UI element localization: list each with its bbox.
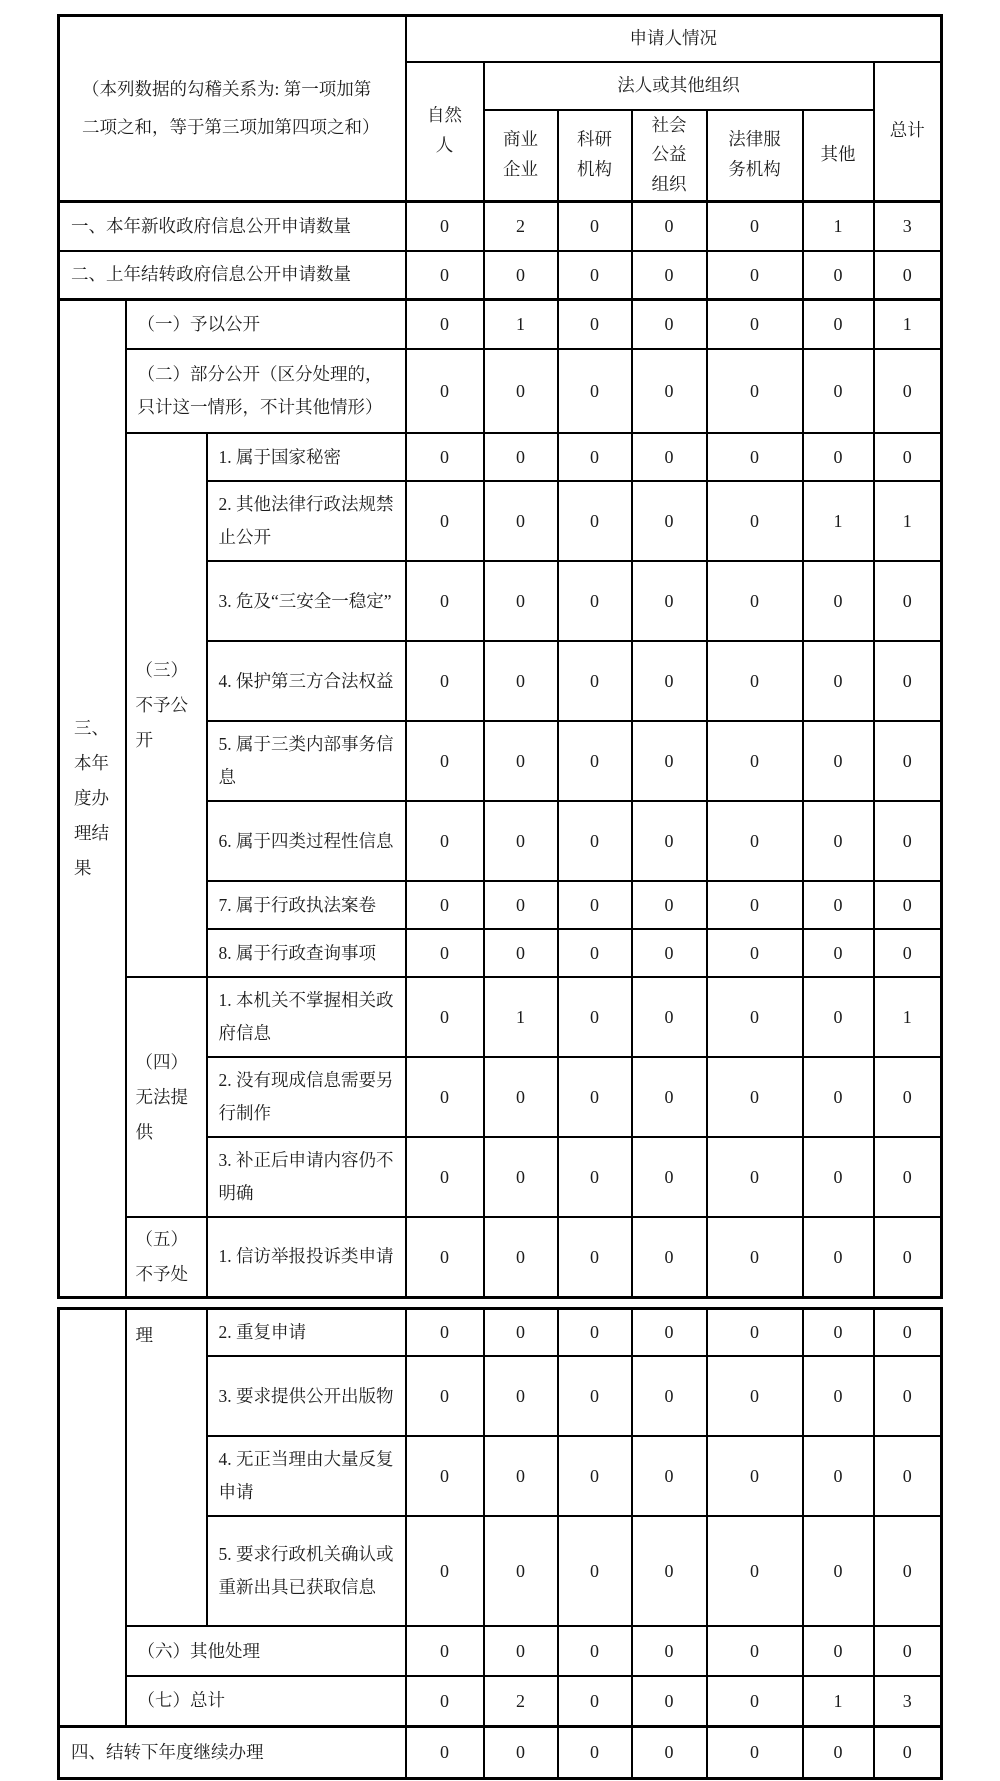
value-cell: 0 (632, 481, 707, 561)
value-cell: 0 (406, 881, 484, 929)
value-cell: 0 (707, 1308, 803, 1356)
value-cell: 0 (558, 1308, 632, 1356)
row-label: 1. 本机关不掌握相关政府信息 (207, 977, 406, 1057)
header-org-type-other: 其他 (803, 110, 874, 202)
value-cell: 0 (632, 1676, 707, 1726)
value-cell: 0 (707, 201, 803, 251)
value-cell: 0 (558, 1516, 632, 1626)
value-cell: 0 (707, 1726, 803, 1778)
value-cell: 0 (406, 481, 484, 561)
value-cell: 0 (803, 977, 874, 1057)
value-cell: 0 (874, 561, 942, 641)
value-cell: 0 (406, 1726, 484, 1778)
value-cell: 0 (632, 299, 707, 349)
value-cell: 0 (874, 1626, 942, 1676)
group-label-unable-provide: （四）无法提供 (126, 977, 207, 1217)
value-cell: 0 (707, 561, 803, 641)
value-cell: 1 (803, 1676, 874, 1726)
value-cell: 0 (707, 977, 803, 1057)
value-cell: 0 (803, 1137, 874, 1217)
value-cell: 0 (406, 1137, 484, 1217)
value-cell: 1 (484, 977, 558, 1057)
value-cell: 0 (707, 433, 803, 481)
value-cell: 0 (632, 349, 707, 433)
value-cell: 0 (632, 1516, 707, 1626)
value-cell: 0 (558, 561, 632, 641)
value-cell: 0 (874, 1436, 942, 1516)
value-cell: 0 (632, 1436, 707, 1516)
value-cell: 0 (707, 1436, 803, 1516)
value-cell: 3 (874, 201, 942, 251)
value-cell: 0 (707, 1137, 803, 1217)
header-org-type-social-welfare: 社会公益组织 (632, 110, 707, 202)
value-cell: 0 (406, 1308, 484, 1356)
value-cell: 0 (406, 349, 484, 433)
value-cell: 0 (707, 1516, 803, 1626)
value-cell: 0 (803, 1726, 874, 1778)
value-cell: 0 (484, 1308, 558, 1356)
value-cell: 0 (632, 433, 707, 481)
value-cell: 0 (874, 1057, 942, 1137)
value-cell: 0 (484, 349, 558, 433)
value-cell: 0 (558, 1676, 632, 1726)
header-org-type-business: 商业企业 (484, 110, 558, 202)
value-cell: 0 (803, 641, 874, 721)
header-org-type-research: 科研机构 (558, 110, 632, 202)
value-cell: 0 (803, 1217, 874, 1297)
value-cell: 0 (707, 1676, 803, 1726)
header-row-1 (59, 16, 942, 62)
row-label: （六）其他处理 (126, 1626, 406, 1676)
row-label: 4. 无正当理由大量反复申请 (207, 1436, 406, 1516)
section3-label-continued-cell (59, 1308, 126, 1726)
value-cell: 0 (406, 1356, 484, 1436)
group-label-refuse-process: （五）不予处 (126, 1217, 207, 1297)
value-cell: 0 (803, 929, 874, 977)
value-cell: 0 (874, 349, 942, 433)
value-cell: 0 (803, 433, 874, 481)
row-label: （七）总计 (126, 1676, 406, 1726)
value-cell: 0 (558, 349, 632, 433)
value-cell: 0 (484, 561, 558, 641)
note-cell: （本列数据的勾稽关系为: 第一项加第二项之和，等于第三项加第四项之和） (59, 16, 406, 202)
value-cell: 2 (484, 201, 558, 251)
value-cell: 0 (632, 1726, 707, 1778)
value-cell: 0 (874, 1308, 942, 1356)
table-row (59, 201, 942, 251)
value-cell: 0 (707, 481, 803, 561)
value-cell: 0 (406, 929, 484, 977)
row-label: 3. 补正后申请内容仍不明确 (207, 1137, 406, 1217)
value-cell: 0 (874, 801, 942, 881)
value-cell: 0 (558, 801, 632, 881)
row-label: （二）部分公开（区分处理的，只计这一情形，不计其他情形） (126, 349, 406, 433)
value-cell: 2 (484, 1676, 558, 1726)
row-label: 1. 属于国家秘密 (207, 433, 406, 481)
row-label: 1. 信访举报投诉类申请 (207, 1217, 406, 1297)
value-cell: 0 (803, 299, 874, 349)
value-cell: 0 (707, 1217, 803, 1297)
value-cell: 0 (874, 433, 942, 481)
row-label: （一）予以公开 (126, 299, 406, 349)
table-row (59, 251, 942, 299)
table-row (59, 1676, 942, 1726)
value-cell: 0 (632, 641, 707, 721)
value-cell: 0 (707, 1626, 803, 1676)
table-row (59, 299, 942, 349)
value-cell: 0 (803, 1057, 874, 1137)
value-cell: 0 (803, 1436, 874, 1516)
value-cell: 0 (874, 1356, 942, 1436)
value-cell: 0 (558, 299, 632, 349)
value-cell: 0 (406, 721, 484, 801)
value-cell: 0 (558, 977, 632, 1057)
value-cell: 0 (406, 561, 484, 641)
value-cell: 0 (707, 299, 803, 349)
value-cell: 0 (558, 433, 632, 481)
header-natural-person: 自然人 (406, 62, 484, 202)
value-cell: 0 (558, 481, 632, 561)
value-cell: 0 (632, 721, 707, 801)
value-cell: 1 (803, 201, 874, 251)
value-cell: 0 (874, 251, 942, 299)
value-cell: 0 (707, 801, 803, 881)
row-label: 8. 属于行政查询事项 (207, 929, 406, 977)
value-cell: 0 (632, 201, 707, 251)
value-cell: 0 (632, 1308, 707, 1356)
value-cell: 0 (406, 1676, 484, 1726)
value-cell: 1 (484, 299, 558, 349)
table-row (59, 1308, 942, 1356)
value-cell: 0 (484, 1436, 558, 1516)
value-cell: 0 (632, 1356, 707, 1436)
value-cell: 0 (707, 349, 803, 433)
value-cell: 0 (803, 801, 874, 881)
table-row (59, 1626, 942, 1676)
value-cell: 0 (558, 881, 632, 929)
value-cell: 0 (558, 1356, 632, 1436)
group-label-refuse-process-cont: 理 (126, 1308, 207, 1626)
header-total: 总计 (874, 62, 942, 202)
value-cell: 0 (803, 1308, 874, 1356)
value-cell: 0 (484, 251, 558, 299)
value-cell: 0 (558, 1217, 632, 1297)
value-cell: 1 (803, 481, 874, 561)
value-cell: 0 (558, 721, 632, 801)
value-cell: 0 (803, 561, 874, 641)
value-cell: 0 (874, 641, 942, 721)
value-cell: 0 (632, 1217, 707, 1297)
value-cell: 0 (558, 1057, 632, 1137)
value-cell: 0 (406, 299, 484, 349)
value-cell: 0 (632, 1626, 707, 1676)
value-cell: 0 (558, 1726, 632, 1778)
value-cell: 0 (707, 929, 803, 977)
value-cell: 0 (803, 349, 874, 433)
row-label: 2. 其他法律行政法规禁止公开 (207, 481, 406, 561)
value-cell: 0 (406, 641, 484, 721)
value-cell: 0 (707, 1057, 803, 1137)
header-legal-or-other-org: 法人或其他组织 (484, 62, 874, 110)
value-cell: 0 (484, 721, 558, 801)
value-cell: 0 (558, 1436, 632, 1516)
value-cell: 0 (406, 977, 484, 1057)
row-label: 2. 重复申请 (207, 1308, 406, 1356)
value-cell: 0 (558, 201, 632, 251)
value-cell: 0 (484, 801, 558, 881)
value-cell: 0 (803, 251, 874, 299)
row-label: 5. 要求行政机关确认或重新出具已获取信息 (207, 1516, 406, 1626)
value-cell: 0 (558, 251, 632, 299)
value-cell: 0 (558, 1626, 632, 1676)
table-row (59, 1726, 942, 1778)
value-cell: 0 (406, 801, 484, 881)
value-cell: 0 (406, 1217, 484, 1297)
value-cell: 0 (406, 433, 484, 481)
statistics-table-part-1 (57, 14, 943, 1299)
value-cell: 0 (484, 1217, 558, 1297)
value-cell: 0 (874, 1137, 942, 1217)
table-row (59, 1217, 942, 1297)
value-cell: 0 (632, 929, 707, 977)
row-label: 一、本年新收政府信息公开申请数量 (59, 201, 406, 251)
value-cell: 0 (632, 977, 707, 1057)
value-cell: 1 (874, 299, 942, 349)
value-cell: 0 (803, 1626, 874, 1676)
value-cell: 0 (558, 1137, 632, 1217)
value-cell: 0 (484, 1137, 558, 1217)
value-cell: 0 (632, 561, 707, 641)
value-cell: 0 (874, 929, 942, 977)
value-cell: 1 (874, 481, 942, 561)
header-org-type-legal-service: 法律服务机构 (707, 110, 803, 202)
value-cell: 0 (484, 881, 558, 929)
row-label: 四、结转下年度继续办理 (59, 1726, 406, 1778)
value-cell: 0 (406, 1516, 484, 1626)
value-cell: 0 (632, 801, 707, 881)
value-cell: 0 (558, 929, 632, 977)
value-cell: 0 (632, 1057, 707, 1137)
row-label: 6. 属于四类过程性信息 (207, 801, 406, 881)
value-cell: 0 (707, 251, 803, 299)
row-label: 7. 属于行政执法案卷 (207, 881, 406, 929)
value-cell: 0 (484, 1516, 558, 1626)
value-cell: 0 (803, 1356, 874, 1436)
value-cell: 0 (803, 881, 874, 929)
row-label: 3. 要求提供公开出版物 (207, 1356, 406, 1436)
value-cell: 0 (803, 721, 874, 801)
value-cell: 0 (484, 1626, 558, 1676)
value-cell: 0 (707, 1356, 803, 1436)
row-label: 3. 危及“三安全一稳定” (207, 561, 406, 641)
value-cell: 0 (406, 1057, 484, 1137)
table-row (59, 349, 942, 433)
value-cell: 0 (484, 481, 558, 561)
value-cell: 0 (874, 1516, 942, 1626)
value-cell: 0 (632, 881, 707, 929)
value-cell: 0 (632, 251, 707, 299)
value-cell: 0 (484, 1057, 558, 1137)
value-cell: 0 (406, 251, 484, 299)
section3-label-cell: 三、本年度办理结果 (59, 299, 126, 1297)
value-cell: 0 (632, 1137, 707, 1217)
value-cell: 0 (484, 1726, 558, 1778)
value-cell: 0 (874, 721, 942, 801)
value-cell: 0 (406, 1626, 484, 1676)
statistics-table-part-2 (57, 1307, 943, 1780)
value-cell: 0 (707, 881, 803, 929)
value-cell: 0 (484, 433, 558, 481)
group-label-refuse-disclose: （三）不予公开 (126, 433, 207, 977)
value-cell: 0 (558, 641, 632, 721)
value-cell: 0 (484, 929, 558, 977)
value-cell: 3 (874, 1676, 942, 1726)
value-cell: 0 (707, 641, 803, 721)
table-row (59, 977, 942, 1057)
value-cell: 0 (874, 881, 942, 929)
header-applicant-situation: 申请人情况 (406, 16, 942, 62)
row-label: 5. 属于三类内部事务信息 (207, 721, 406, 801)
table-row (59, 433, 942, 481)
value-cell: 0 (484, 1356, 558, 1436)
row-label: 二、上年结转政府信息公开申请数量 (59, 251, 406, 299)
value-cell: 0 (874, 1726, 942, 1778)
value-cell: 1 (874, 977, 942, 1057)
value-cell: 0 (803, 1516, 874, 1626)
value-cell: 0 (707, 721, 803, 801)
value-cell: 0 (484, 641, 558, 721)
row-label: 4. 保护第三方合法权益 (207, 641, 406, 721)
value-cell: 0 (406, 1436, 484, 1516)
row-label: 2. 没有现成信息需要另行制作 (207, 1057, 406, 1137)
value-cell: 0 (874, 1217, 942, 1297)
value-cell: 0 (406, 201, 484, 251)
page-break-gap (57, 1299, 1000, 1307)
